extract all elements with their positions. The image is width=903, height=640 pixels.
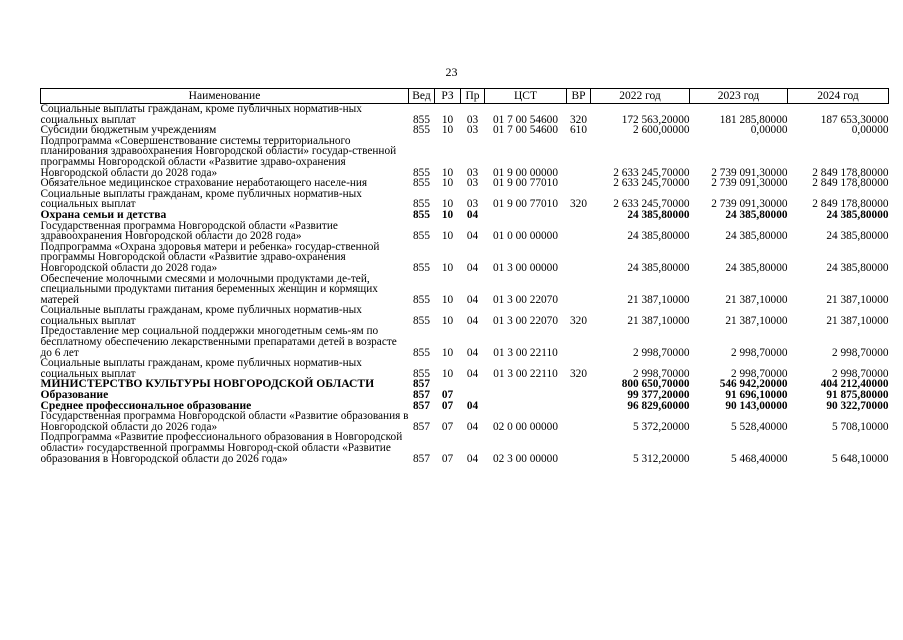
row-amount-2024: 2 849 178,80000 bbox=[812, 177, 889, 190]
page-number: 23 bbox=[445, 65, 458, 79]
row-amount-2024: 24 385,80000 bbox=[826, 261, 889, 274]
table-row bbox=[41, 242, 889, 274]
row-pr: 04 bbox=[466, 452, 479, 465]
row-name: Образование bbox=[40, 388, 109, 402]
row-amount-2023: 24 385,80000 bbox=[725, 208, 788, 221]
row-pr: 04 bbox=[466, 261, 479, 274]
header-name: Наименование bbox=[41, 89, 409, 104]
header-pr: Пр bbox=[461, 89, 485, 104]
row-amount-2022: 5 372,20000 bbox=[633, 420, 690, 433]
table-header-row bbox=[41, 89, 889, 104]
row-amount-2024: 2 998,70000 bbox=[832, 346, 889, 359]
row-vr: 610 bbox=[570, 124, 587, 137]
row-amount-2024: 5 648,10000 bbox=[832, 452, 889, 465]
row-amount-2023: 2 998,70000 bbox=[731, 346, 788, 359]
row-amount-2022: 24 385,80000 bbox=[627, 208, 690, 221]
row-amount-2023: 21 387,10000 bbox=[725, 293, 788, 306]
row-amount-2023: 24 385,80000 bbox=[725, 230, 788, 243]
row-amount-2024: 21 387,10000 bbox=[826, 314, 889, 327]
row-ved: 855 bbox=[413, 261, 430, 274]
row-amount-2023: 90 143,00000 bbox=[725, 399, 788, 412]
row-vr bbox=[567, 136, 591, 178]
header-vr: ВР bbox=[567, 89, 591, 104]
row-rz: 10 bbox=[441, 314, 454, 327]
row-amount-2022: 24 385,80000 bbox=[627, 261, 690, 274]
row-rz: 07 bbox=[441, 389, 454, 402]
row-amount-2022: 21 387,10000 bbox=[627, 314, 690, 327]
row-cst: 01 3 00 22070 bbox=[493, 314, 558, 327]
row-ved: 855 bbox=[413, 198, 430, 211]
row-amount-2024: 91 875,80000 bbox=[826, 389, 889, 402]
row-vr: 320 bbox=[570, 198, 587, 211]
row-amount-2022: 21 387,10000 bbox=[627, 293, 690, 306]
row-cst: 01 3 00 22070 bbox=[493, 293, 558, 306]
row-amount-2024: 2 849 178,80000 bbox=[812, 166, 889, 179]
row-rz: 07 bbox=[441, 452, 454, 465]
row-pr: 03 bbox=[466, 177, 479, 190]
row-rz: 10 bbox=[441, 198, 454, 211]
row-amount-2024: 187 653,30000 bbox=[820, 113, 889, 126]
row-amount-2022: 99 377,20000 bbox=[627, 389, 690, 402]
row-vr bbox=[567, 326, 591, 358]
row-pr: 03 bbox=[466, 166, 479, 179]
row-ved: 855 bbox=[413, 346, 430, 359]
row-amount-2023: 0,00000 bbox=[750, 124, 788, 137]
row-cst: 01 9 00 77010 bbox=[493, 198, 558, 211]
row-pr: 04 bbox=[466, 314, 479, 327]
budget-table bbox=[40, 88, 889, 464]
row-amount-2023: 546 942,20000 bbox=[719, 378, 788, 391]
header-rz: РЗ bbox=[435, 89, 461, 104]
row-amount-2022: 96 829,60000 bbox=[627, 399, 690, 412]
row-name: Среднее профессиональное образование bbox=[40, 398, 252, 412]
row-ved: 857 bbox=[413, 420, 430, 433]
row-cst: 01 3 00 22110 bbox=[493, 367, 558, 380]
row-name: Обеспечение молочными смесями и молочными продуктами де-тей, специальными продуктами питания беременных женщин и кормящих матерей bbox=[40, 272, 378, 306]
row-name: Социальные выплаты гражданам, кроме публичных норматив-ных социальных выплат bbox=[40, 103, 362, 126]
row-amount-2024: 24 385,80000 bbox=[826, 208, 889, 221]
row-vr bbox=[567, 401, 591, 412]
table-row bbox=[41, 210, 889, 221]
row-cst: 01 9 00 00000 bbox=[493, 166, 558, 179]
row-vr bbox=[567, 178, 591, 189]
row-pr: 03 bbox=[466, 113, 479, 126]
row-vr bbox=[567, 390, 591, 401]
row-vr bbox=[567, 274, 591, 306]
row-vr bbox=[567, 411, 591, 432]
row-rz: 10 bbox=[441, 177, 454, 190]
row-ved: 855 bbox=[413, 293, 430, 306]
row-name: Подпрограмма «Совершенствование системы территориального планирования здравоохранения Новгородской области» государ-ственной программы Новгородской области «Развитие здраво-охранения Новгородской области до 2028 года» bbox=[40, 134, 397, 179]
header-2022: 2022 год bbox=[591, 89, 690, 104]
row-cst: 01 3 00 00000 bbox=[493, 261, 558, 274]
row-cst: 02 0 00 00000 bbox=[493, 420, 558, 433]
row-cst: 01 0 00 00000 bbox=[493, 230, 558, 243]
row-pr: 04 bbox=[466, 346, 479, 359]
table-row bbox=[41, 189, 889, 210]
row-vr bbox=[567, 221, 591, 242]
row-amount-2023: 24 385,80000 bbox=[725, 261, 788, 274]
row-cst: 01 3 00 22110 bbox=[493, 346, 558, 359]
row-cst bbox=[485, 390, 567, 401]
table-row bbox=[41, 136, 889, 178]
row-vr: 320 bbox=[570, 367, 587, 380]
row-amount-2023: 2 998,70000 bbox=[731, 367, 788, 380]
row-pr: 04 bbox=[466, 367, 479, 380]
row-ved: 857 bbox=[413, 452, 430, 465]
row-ved: 857 bbox=[413, 389, 430, 402]
row-cst: 01 9 00 77010 bbox=[493, 177, 558, 190]
row-name: Социальные выплаты гражданам, кроме публичных норматив-ных социальных выплат bbox=[40, 187, 362, 211]
row-ved: 855 bbox=[413, 177, 430, 190]
row-amount-2024: 24 385,80000 bbox=[826, 230, 889, 243]
header-cst: ЦСТ bbox=[485, 89, 567, 104]
row-amount-2024: 21 387,10000 bbox=[826, 293, 889, 306]
row-amount-2022: 172 563,20000 bbox=[621, 113, 690, 126]
row-amount-2024: 2 849 178,80000 bbox=[812, 198, 889, 211]
row-name: Подпрограмма «Развитие профессионального образования в Новгородской области» государственной программы Новгород-ской области «Развитие образования в Новгородской области до 2026 года» bbox=[40, 431, 403, 465]
row-rz: 10 bbox=[441, 293, 454, 306]
row-amount-2022: 2 600,00000 bbox=[633, 124, 690, 137]
row-vr: 320 bbox=[570, 314, 587, 327]
row-pr: 04 bbox=[466, 420, 479, 433]
row-amount-2023: 91 696,10000 bbox=[725, 389, 788, 402]
row-amount-2022: 2 633 245,70000 bbox=[613, 166, 690, 179]
header-ved: Вед bbox=[409, 89, 435, 104]
row-pr: 03 bbox=[466, 124, 479, 137]
row-vr bbox=[567, 379, 591, 390]
table-row bbox=[41, 274, 889, 306]
row-ved: 855 bbox=[413, 314, 430, 327]
row-name: Охрана семьи и детства bbox=[40, 207, 167, 221]
row-amount-2022: 2 633 245,70000 bbox=[613, 198, 690, 211]
table-row bbox=[41, 104, 889, 126]
row-pr: 04 bbox=[466, 208, 479, 221]
row-ved: 855 bbox=[413, 124, 430, 137]
row-amount-2022: 24 385,80000 bbox=[627, 230, 690, 243]
row-ved: 855 bbox=[413, 208, 430, 221]
row-cst: 01 7 00 54600 bbox=[493, 113, 558, 126]
row-amount-2024: 5 708,10000 bbox=[832, 420, 889, 433]
row-amount-2022: 2 998,70000 bbox=[633, 367, 690, 380]
row-rz: 10 bbox=[441, 166, 454, 179]
row-rz: 10 bbox=[441, 208, 454, 221]
row-amount-2023: 2 739 091,30000 bbox=[711, 166, 788, 179]
row-amount-2022: 2 633 245,70000 bbox=[613, 177, 690, 190]
row-name: Государственная программа Новгородской области «Развитие образования в Новгородской области до 2026 года» bbox=[40, 410, 409, 433]
row-amount-2024: 404 212,40000 bbox=[820, 378, 889, 391]
row-amount-2022: 800 650,70000 bbox=[621, 378, 690, 391]
table-row bbox=[41, 411, 889, 432]
row-pr: 04 bbox=[466, 230, 479, 243]
row-vr: 320 bbox=[570, 113, 587, 126]
row-rz: 07 bbox=[441, 399, 454, 412]
row-pr: 03 bbox=[466, 198, 479, 211]
header-2023: 2023 год bbox=[690, 89, 788, 104]
row-cst: 02 3 00 00000 bbox=[493, 452, 558, 465]
row-vr bbox=[567, 210, 591, 221]
row-amount-2024: 0,00000 bbox=[851, 124, 889, 137]
row-amount-2024: 2 998,70000 bbox=[832, 367, 889, 380]
row-cst bbox=[485, 210, 567, 221]
row-amount-2023: 21 387,10000 bbox=[725, 314, 788, 327]
row-amount-2023: 181 285,80000 bbox=[719, 113, 788, 126]
table-row bbox=[41, 326, 889, 358]
row-cst: 01 7 00 54600 bbox=[493, 124, 558, 137]
row-name: Подпрограмма «Охрана здоровья матери и ребенка» государ-ственной программы Новгородской области «Развитие здраво-охранения Новгородской области до 2028 года» bbox=[40, 240, 380, 274]
row-pr: 04 bbox=[466, 293, 479, 306]
row-amount-2023: 2 739 091,30000 bbox=[711, 198, 788, 211]
row-name: Государственная программа Новгородской области «Развитие здравоохранения Новгородской области до 2028 года» bbox=[40, 219, 338, 243]
header-2024: 2024 год bbox=[788, 89, 889, 104]
table-row bbox=[41, 305, 889, 326]
row-rz: 10 bbox=[441, 124, 454, 137]
row-amount-2024: 90 322,70000 bbox=[826, 399, 889, 412]
row-vr bbox=[567, 242, 591, 274]
row-name: Обязательное медицинское страхование неработающего населе-ния bbox=[40, 177, 368, 190]
row-rz: 10 bbox=[441, 367, 454, 380]
row-pr bbox=[461, 379, 485, 390]
row-ved: 855 bbox=[413, 166, 430, 179]
row-ved: 855 bbox=[413, 230, 430, 243]
table-row bbox=[41, 432, 889, 464]
row-ved: 855 bbox=[413, 367, 430, 380]
row-ved: 857 bbox=[413, 399, 430, 412]
row-name: Социальные выплаты гражданам, кроме публичных норматив-ных социальных выплат bbox=[40, 304, 362, 327]
table-row bbox=[41, 221, 889, 242]
row-pr: 04 bbox=[466, 399, 479, 412]
row-vr bbox=[567, 432, 591, 464]
row-rz: 10 bbox=[441, 230, 454, 243]
row-amount-2022: 2 998,70000 bbox=[633, 346, 690, 359]
row-ved: 855 bbox=[413, 113, 430, 126]
row-cst bbox=[485, 401, 567, 412]
row-name: Субсидии бюджетным учреждениям bbox=[40, 124, 217, 137]
row-name: Социальные выплаты гражданам, кроме публичных норматив-ных социальных выплат bbox=[40, 357, 362, 380]
row-amount-2023: 2 739 091,30000 bbox=[711, 177, 788, 190]
row-amount-2023: 5 528,40000 bbox=[731, 420, 788, 433]
row-rz: 07 bbox=[441, 420, 454, 433]
row-rz: 10 bbox=[441, 346, 454, 359]
row-amount-2023: 5 468,40000 bbox=[731, 452, 788, 465]
row-name: МИНИСТЕРСТВО КУЛЬТУРЫ НОВГОРОДСКОЙ ОБЛАСТИ bbox=[40, 377, 375, 391]
row-rz: 10 bbox=[441, 261, 454, 274]
row-cst bbox=[485, 379, 567, 390]
row-amount-2022: 5 312,20000 bbox=[633, 452, 690, 465]
row-ved: 857 bbox=[413, 378, 430, 391]
row-rz: 10 bbox=[441, 113, 454, 126]
row-name: Предоставление мер социальной поддержки многодетным семь-ям по бесплатному обеспечению лекарственными препаратами детей в возрасте до 6 лет bbox=[40, 325, 397, 359]
